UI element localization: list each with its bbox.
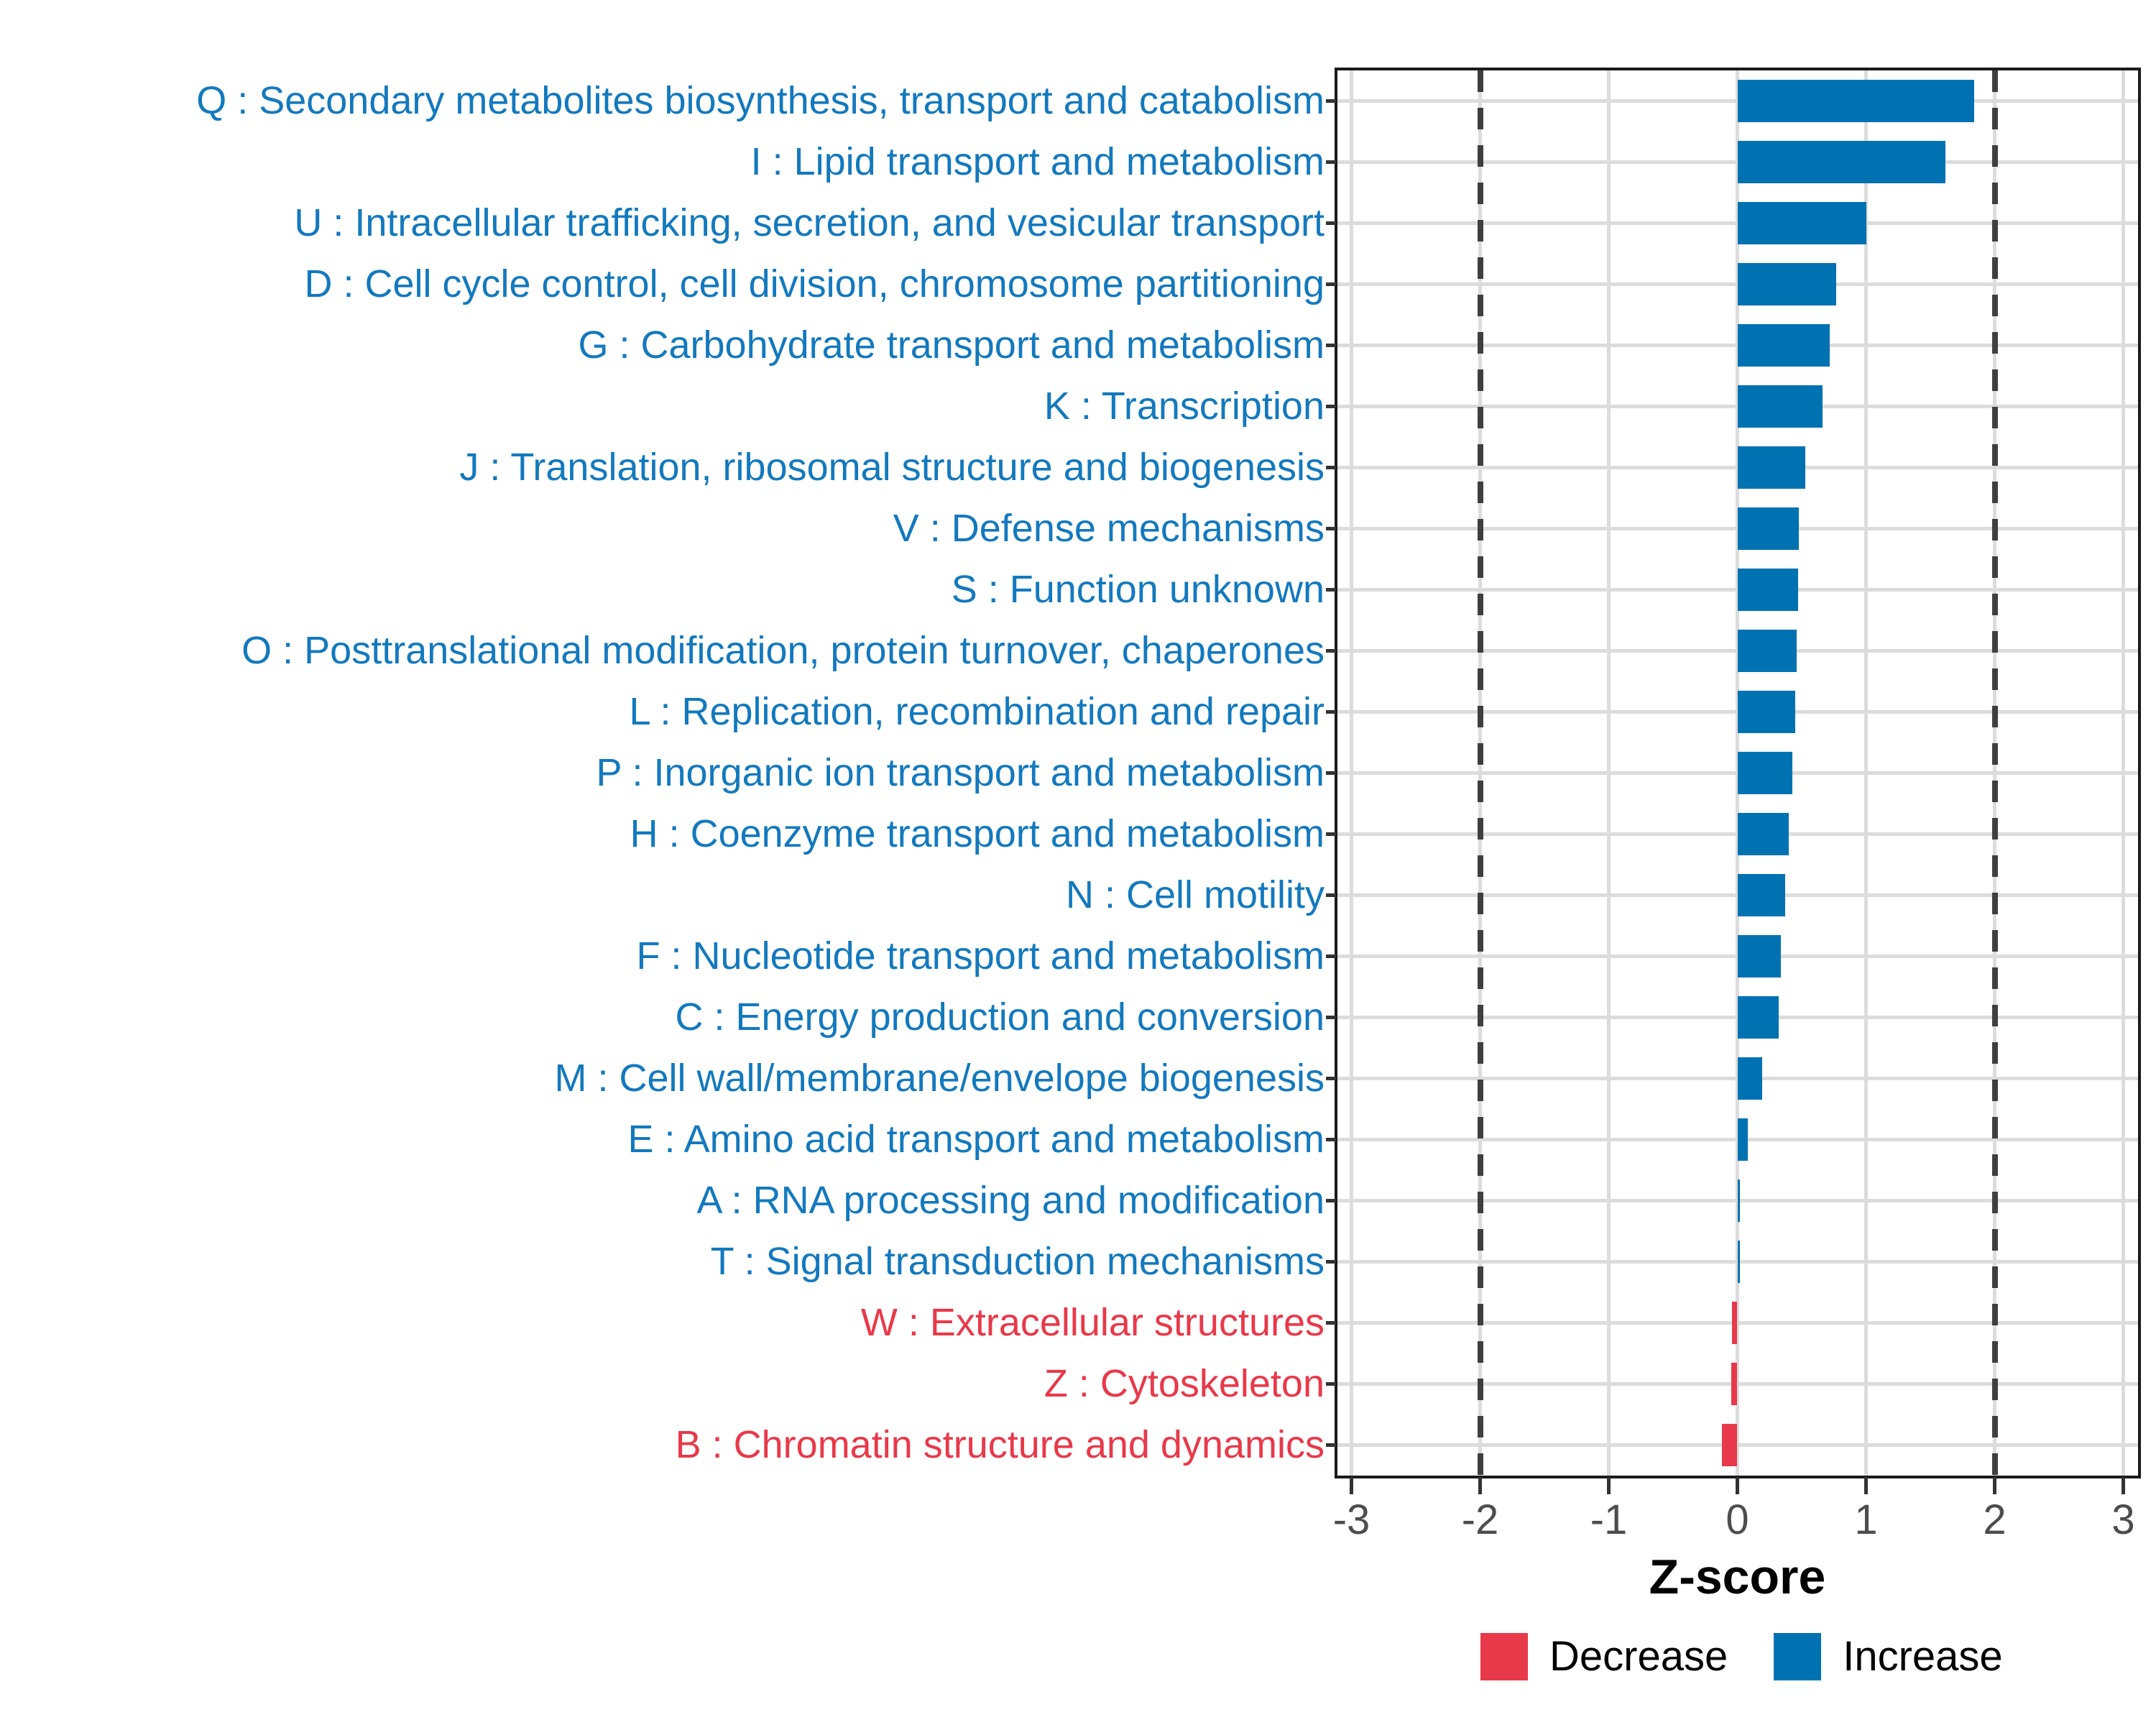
zscore-bar-G xyxy=(1738,324,1830,367)
category-label: A : RNA processing and modification xyxy=(696,1179,1325,1222)
y-axis-tick xyxy=(1326,282,1336,286)
legend-label-increase: Increase xyxy=(1843,1633,2003,1680)
x-axis-tick xyxy=(1993,1477,1996,1494)
zscore-bar-J xyxy=(1738,446,1806,489)
zscore-bar-P xyxy=(1738,752,1793,794)
zscore-bar-B xyxy=(1722,1424,1737,1466)
category-label: G : Carbohydrate transport and metabolism xyxy=(578,323,1325,367)
y-axis-tick xyxy=(1326,1260,1336,1264)
x-axis-tick xyxy=(1478,1477,1482,1494)
category-label: F : Nucleotide transport and metabolism xyxy=(636,934,1325,978)
category-label: T : Signal transduction mechanisms xyxy=(710,1240,1325,1283)
x-axis-tick xyxy=(1864,1477,1868,1494)
x-tick-label: 3 xyxy=(2111,1496,2135,1543)
category-label: I : Lipid transport and metabolism xyxy=(750,140,1325,183)
zscore-bar-Q xyxy=(1738,80,1974,122)
category-label: L : Replication, recombination and repair xyxy=(629,690,1325,733)
category-label: D : Cell cycle control, cell division, chromosome partitioning xyxy=(304,262,1325,305)
legend-label-decrease: Decrease xyxy=(1549,1633,1728,1680)
x-tick-label: -3 xyxy=(1332,1496,1370,1543)
category-label: B : Chromatin structure and dynamics xyxy=(675,1423,1325,1466)
zscore-bar-O xyxy=(1738,630,1797,672)
zscore-bar-C xyxy=(1738,996,1779,1039)
y-axis-tick xyxy=(1326,527,1336,530)
y-axis-tick xyxy=(1326,1443,1336,1447)
y-axis-tick xyxy=(1326,1077,1336,1080)
decrease-color-swatch xyxy=(1480,1633,1528,1680)
horizontal-gridline xyxy=(1337,1382,2138,1386)
x-axis-tick xyxy=(1607,1477,1611,1494)
zscore-bar-A xyxy=(1738,1179,1741,1222)
category-label: K : Transcription xyxy=(1044,385,1325,428)
y-axis-tick xyxy=(1326,160,1336,164)
zscore-bar-V xyxy=(1738,507,1800,550)
y-axis-tick xyxy=(1326,221,1336,225)
category-label: H : Coenzyme transport and metabolism xyxy=(630,812,1325,855)
zscore-bar-E xyxy=(1738,1118,1748,1161)
category-label: J : Translation, ribosomal structure and biogenesis xyxy=(459,446,1325,489)
zscore-bar-W xyxy=(1732,1302,1737,1344)
increase-color-swatch xyxy=(1774,1633,1821,1680)
category-label: Z : Cytoskeleton xyxy=(1044,1362,1325,1405)
y-axis-tick xyxy=(1326,832,1336,836)
x-axis-title: Z-score xyxy=(1649,1550,1826,1604)
x-tick-label: -1 xyxy=(1590,1496,1628,1543)
zscore-bar-D xyxy=(1738,263,1837,305)
zscore-bar-F xyxy=(1738,935,1782,978)
category-label: P : Inorganic ion transport and metabolism xyxy=(596,751,1325,794)
category-label: U : Intracellular trafficking, secretion, and vesicular transport xyxy=(294,201,1325,244)
zscore-bar-Z xyxy=(1731,1363,1738,1405)
y-axis-tick xyxy=(1326,1138,1336,1141)
y-axis-tick xyxy=(1326,588,1336,592)
y-axis-tick xyxy=(1326,405,1336,408)
legend-item-increase xyxy=(1774,1633,2002,1680)
category-label: S : Function unknown xyxy=(951,568,1325,611)
category-label: E : Amino acid transport and metabolism xyxy=(627,1118,1325,1161)
horizontal-gridline xyxy=(1337,1321,2138,1325)
zscore-bar-U xyxy=(1738,202,1866,244)
y-axis-tick xyxy=(1326,1382,1336,1386)
x-axis-tick xyxy=(1350,1477,1353,1494)
category-label: M : Cell wall/membrane/envelope biogenesis xyxy=(554,1057,1325,1100)
y-axis-tick xyxy=(1326,1016,1336,1019)
x-axis-tick xyxy=(2122,1477,2125,1494)
zscore-bar-M xyxy=(1738,1057,1762,1100)
zscore-bar-H xyxy=(1738,813,1789,855)
category-label: C : Energy production and conversion xyxy=(675,995,1325,1039)
x-tick-label: 2 xyxy=(1983,1496,2007,1543)
dashed-reference-line xyxy=(1478,70,1483,1476)
y-axis-tick xyxy=(1326,771,1336,775)
category-label: W : Extracellular structures xyxy=(860,1301,1325,1344)
zscore-bar-N xyxy=(1738,874,1785,916)
category-label: N : Cell motility xyxy=(1065,873,1325,916)
horizontal-gridline xyxy=(1337,1443,2138,1447)
zscore-bar-I xyxy=(1738,141,1946,183)
y-axis-tick xyxy=(1326,344,1336,347)
dashed-reference-line xyxy=(1992,70,1998,1476)
zscore-bar-L xyxy=(1738,691,1796,733)
zscore-bar-S xyxy=(1738,569,1798,611)
zscore-bar-T xyxy=(1738,1241,1741,1283)
category-label: Q : Secondary metabolites biosynthesis, transport and catabolism xyxy=(196,79,1325,122)
y-axis-tick xyxy=(1326,893,1336,897)
zscore-bar-K xyxy=(1738,385,1823,428)
x-tick-label: -2 xyxy=(1461,1496,1499,1543)
category-label: V : Defense mechanisms xyxy=(893,507,1325,550)
category-label: O : Posttranslational modification, protein turnover, chaperones xyxy=(241,629,1325,672)
y-axis-tick xyxy=(1326,954,1336,958)
x-tick-label: 1 xyxy=(1854,1496,1878,1543)
y-axis-tick xyxy=(1326,466,1336,469)
y-axis-tick xyxy=(1326,1199,1336,1202)
y-axis-tick xyxy=(1326,99,1336,103)
legend-item-decrease xyxy=(1480,1633,1728,1680)
y-axis-tick xyxy=(1326,649,1336,653)
y-axis-tick xyxy=(1326,710,1336,714)
legend xyxy=(1480,1633,2003,1680)
y-axis-tick xyxy=(1326,1321,1336,1325)
x-tick-label: 0 xyxy=(1726,1496,1749,1543)
x-axis-tick xyxy=(1736,1477,1739,1494)
